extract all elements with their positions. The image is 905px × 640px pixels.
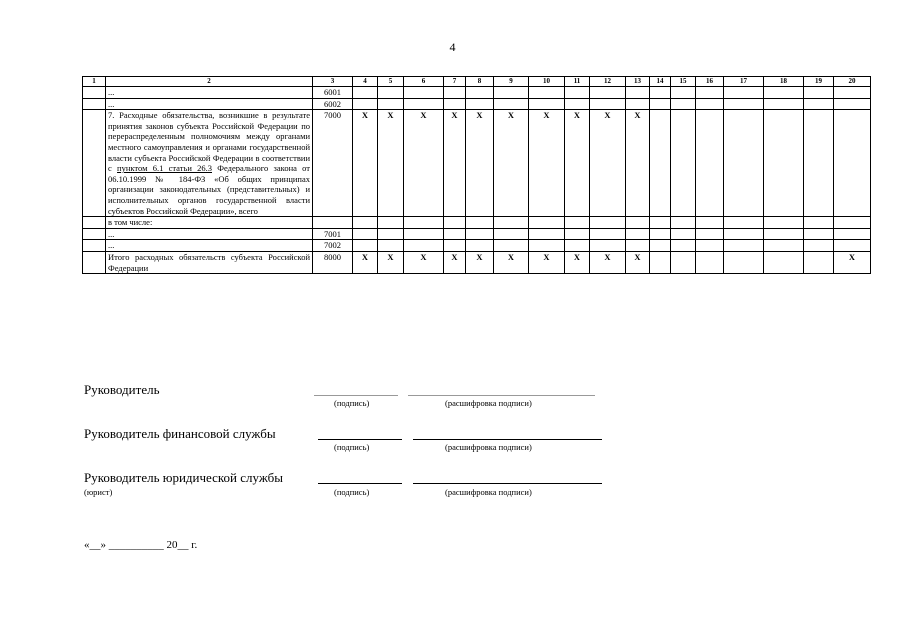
value-cell[interactable] xyxy=(444,98,466,110)
value-cell[interactable] xyxy=(650,98,671,110)
value-cell[interactable]: X xyxy=(565,110,590,217)
row-code: 6002 xyxy=(313,98,353,110)
row-number-cell xyxy=(83,217,106,229)
value-cell[interactable]: X xyxy=(378,251,404,273)
value-cell[interactable] xyxy=(378,98,404,110)
value-cell[interactable]: X xyxy=(466,110,494,217)
table-row xyxy=(83,110,871,217)
value-cell[interactable]: X xyxy=(590,251,626,273)
value-cell[interactable] xyxy=(650,251,671,273)
column-number: 8 xyxy=(466,77,494,87)
value-cell[interactable]: X xyxy=(529,251,565,273)
value-cell[interactable] xyxy=(764,87,804,99)
value-cell[interactable] xyxy=(404,217,444,229)
column-number-row xyxy=(83,77,871,87)
row-number-cell xyxy=(83,240,106,252)
description-text: 7. Расходные обязательства, возникшие в результате принятия законов субъекта Российской Федерации по перераспределенным полномочиям между органами местного самоуправления и органами государственной власти субъекта Российской Федерации в соответствии с xyxy=(108,110,310,174)
row-number-cell xyxy=(83,110,106,217)
finance-signature-line[interactable] xyxy=(318,439,402,440)
value-cell[interactable] xyxy=(764,240,804,252)
value-cell[interactable] xyxy=(353,98,378,110)
table-row xyxy=(83,98,871,110)
legal-head-title: Руководитель юридической службы xyxy=(84,470,283,485)
page-number: 4 xyxy=(449,40,456,54)
row-code: 7001 xyxy=(313,228,353,240)
value-cell[interactable] xyxy=(671,217,696,229)
value-cell[interactable] xyxy=(626,228,650,240)
value-cell[interactable]: X xyxy=(834,251,871,273)
value-cell[interactable]: X xyxy=(404,110,444,217)
column-number: 14 xyxy=(650,77,671,87)
value-cell[interactable] xyxy=(696,217,724,229)
column-number: 4 xyxy=(353,77,378,87)
row-number-cell xyxy=(83,228,106,240)
value-cell[interactable] xyxy=(804,98,834,110)
value-cell[interactable] xyxy=(444,240,466,252)
column-number: 1 xyxy=(83,77,106,87)
row-description: ... xyxy=(106,87,313,99)
row-number-cell xyxy=(83,251,106,273)
finance-decode-caption: (расшифровка подписи) xyxy=(445,442,532,452)
value-cell[interactable] xyxy=(671,228,696,240)
value-cell[interactable] xyxy=(804,217,834,229)
value-cell[interactable] xyxy=(378,228,404,240)
column-number: 11 xyxy=(565,77,590,87)
column-number: 7 xyxy=(444,77,466,87)
value-cell[interactable] xyxy=(626,87,650,99)
value-cell[interactable] xyxy=(565,240,590,252)
value-cell[interactable] xyxy=(494,240,529,252)
value-cell[interactable]: X xyxy=(444,110,466,217)
value-cell[interactable] xyxy=(696,228,724,240)
column-number: 9 xyxy=(494,77,529,87)
value-cell[interactable]: X xyxy=(590,110,626,217)
column-number: 5 xyxy=(378,77,404,87)
column-number: 13 xyxy=(626,77,650,87)
column-number: 2 xyxy=(106,77,313,87)
row-code xyxy=(313,217,353,229)
value-cell[interactable] xyxy=(565,87,590,99)
value-cell[interactable]: X xyxy=(353,251,378,273)
value-cell[interactable] xyxy=(696,87,724,99)
row-code: 7002 xyxy=(313,240,353,252)
value-cell[interactable] xyxy=(494,228,529,240)
value-cell[interactable] xyxy=(565,98,590,110)
value-cell[interactable] xyxy=(404,228,444,240)
row-code: 7000 xyxy=(313,110,353,217)
value-cell[interactable] xyxy=(529,98,565,110)
value-cell[interactable] xyxy=(378,240,404,252)
column-number: 16 xyxy=(696,77,724,87)
value-cell[interactable] xyxy=(466,228,494,240)
value-cell[interactable] xyxy=(444,87,466,99)
legal-decode-line[interactable] xyxy=(413,483,602,484)
value-cell[interactable] xyxy=(494,87,529,99)
value-cell[interactable] xyxy=(764,251,804,273)
row-code: 8000 xyxy=(313,251,353,273)
value-cell[interactable]: X xyxy=(466,251,494,273)
value-cell[interactable] xyxy=(834,98,871,110)
value-cell[interactable] xyxy=(529,240,565,252)
value-cell[interactable] xyxy=(724,110,764,217)
description-text: Федерального закона от 06.10.1999 № 184-ФЗ «Об общих принципах организации законодательных (представительных) и исполнительных органов государственной власти субъектов Российской Федерации», всего xyxy=(108,163,311,216)
value-cell[interactable] xyxy=(834,217,871,229)
value-cell[interactable] xyxy=(466,240,494,252)
value-cell[interactable]: X xyxy=(565,251,590,273)
column-number: 19 xyxy=(804,77,834,87)
legal-signature-line[interactable] xyxy=(318,483,402,484)
row-description: Итого расходных обязательств субъекта Российской Федерации xyxy=(106,251,313,273)
law-reference-link[interactable]: пунктом 6.1 статьи 26.3 xyxy=(117,163,212,174)
value-cell[interactable] xyxy=(353,228,378,240)
finance-decode-line[interactable] xyxy=(413,439,602,440)
value-cell[interactable] xyxy=(590,228,626,240)
table-row xyxy=(83,240,871,252)
head-decode-caption: (расшифровка подписи) xyxy=(445,398,532,408)
value-cell[interactable] xyxy=(650,87,671,99)
value-cell[interactable] xyxy=(404,240,444,252)
value-cell[interactable] xyxy=(378,217,404,229)
value-cell[interactable] xyxy=(494,217,529,229)
table-row xyxy=(83,87,871,99)
value-cell[interactable] xyxy=(626,217,650,229)
finance-sign-caption: (подпись) xyxy=(334,442,370,452)
row-number-cell xyxy=(83,87,106,99)
legal-sign-caption: (подпись) xyxy=(334,487,370,497)
value-cell[interactable] xyxy=(764,110,804,217)
value-cell[interactable] xyxy=(834,110,871,217)
value-cell[interactable] xyxy=(696,110,724,217)
value-cell[interactable] xyxy=(353,217,378,229)
column-number: 18 xyxy=(764,77,804,87)
value-cell[interactable] xyxy=(671,110,696,217)
value-cell[interactable]: X xyxy=(494,110,529,217)
value-cell[interactable] xyxy=(804,251,834,273)
value-cell[interactable] xyxy=(834,240,871,252)
value-cell[interactable] xyxy=(696,251,724,273)
value-cell[interactable] xyxy=(466,87,494,99)
value-cell[interactable] xyxy=(466,98,494,110)
legal-decode-caption: (расшифровка подписи) xyxy=(445,487,532,497)
column-number: 20 xyxy=(834,77,871,87)
value-cell[interactable]: X xyxy=(529,110,565,217)
value-cell[interactable] xyxy=(444,228,466,240)
value-cell[interactable] xyxy=(671,87,696,99)
value-cell[interactable] xyxy=(444,217,466,229)
date-line[interactable]: «__» __________ 20__ г. xyxy=(84,539,198,551)
value-cell[interactable]: X xyxy=(626,110,650,217)
value-cell[interactable] xyxy=(650,228,671,240)
head-sign-caption: (подпись) xyxy=(334,398,370,408)
column-number: 17 xyxy=(724,77,764,87)
value-cell[interactable] xyxy=(529,228,565,240)
row-description: в том числе: xyxy=(106,217,313,229)
value-cell[interactable] xyxy=(590,98,626,110)
row-code: 6001 xyxy=(313,87,353,99)
value-cell[interactable] xyxy=(671,98,696,110)
value-cell[interactable] xyxy=(724,98,764,110)
row-number-cell xyxy=(83,98,106,110)
value-cell[interactable] xyxy=(650,217,671,229)
value-cell[interactable] xyxy=(804,110,834,217)
value-cell[interactable] xyxy=(494,98,529,110)
value-cell[interactable] xyxy=(764,217,804,229)
value-cell[interactable] xyxy=(626,98,650,110)
value-cell[interactable] xyxy=(626,240,650,252)
value-cell[interactable] xyxy=(764,228,804,240)
value-cell[interactable] xyxy=(529,217,565,229)
legal-subtitle: (юрист) xyxy=(84,487,113,497)
column-number: 15 xyxy=(671,77,696,87)
value-cell[interactable] xyxy=(565,217,590,229)
head-title: Руководитель xyxy=(84,382,160,397)
value-cell[interactable]: X xyxy=(353,110,378,217)
value-cell[interactable] xyxy=(724,87,764,99)
value-cell[interactable]: X xyxy=(626,251,650,273)
row-description: ... xyxy=(106,240,313,252)
row-description: ... xyxy=(106,98,313,110)
value-cell[interactable]: X xyxy=(494,251,529,273)
value-cell[interactable] xyxy=(650,110,671,217)
table-row xyxy=(83,228,871,240)
value-cell[interactable] xyxy=(404,87,444,99)
value-cell[interactable] xyxy=(466,217,494,229)
value-cell[interactable]: X xyxy=(404,251,444,273)
value-cell[interactable] xyxy=(804,240,834,252)
value-cell[interactable] xyxy=(650,240,671,252)
value-cell[interactable] xyxy=(724,240,764,252)
head-decode-line[interactable] xyxy=(408,395,595,396)
finance-head-title: Руководитель финансовой службы xyxy=(84,426,276,441)
value-cell[interactable] xyxy=(724,228,764,240)
obligations-table xyxy=(82,76,871,274)
value-cell[interactable] xyxy=(671,251,696,273)
column-number: 12 xyxy=(590,77,626,87)
value-cell[interactable] xyxy=(590,217,626,229)
column-number: 10 xyxy=(529,77,565,87)
value-cell[interactable] xyxy=(590,240,626,252)
value-cell[interactable] xyxy=(724,217,764,229)
head-signature-line[interactable] xyxy=(314,395,398,396)
value-cell[interactable] xyxy=(764,98,804,110)
value-cell[interactable] xyxy=(404,98,444,110)
value-cell[interactable] xyxy=(353,240,378,252)
value-cell[interactable] xyxy=(724,251,764,273)
value-cell[interactable] xyxy=(696,240,724,252)
value-cell[interactable] xyxy=(529,87,565,99)
value-cell[interactable] xyxy=(804,228,834,240)
value-cell[interactable]: X xyxy=(378,110,404,217)
column-number: 6 xyxy=(404,77,444,87)
value-cell[interactable] xyxy=(834,228,871,240)
row-description: ... xyxy=(106,228,313,240)
value-cell[interactable] xyxy=(565,228,590,240)
row-description xyxy=(106,110,313,217)
value-cell[interactable]: X xyxy=(444,251,466,273)
table-row xyxy=(83,217,871,229)
table-body xyxy=(83,77,871,274)
value-cell[interactable] xyxy=(671,240,696,252)
value-cell[interactable] xyxy=(353,87,378,99)
value-cell[interactable] xyxy=(804,87,834,99)
value-cell[interactable] xyxy=(834,87,871,99)
value-cell[interactable] xyxy=(696,98,724,110)
value-cell[interactable] xyxy=(590,87,626,99)
value-cell[interactable] xyxy=(378,87,404,99)
column-number: 3 xyxy=(313,77,353,87)
table-row xyxy=(83,251,871,273)
